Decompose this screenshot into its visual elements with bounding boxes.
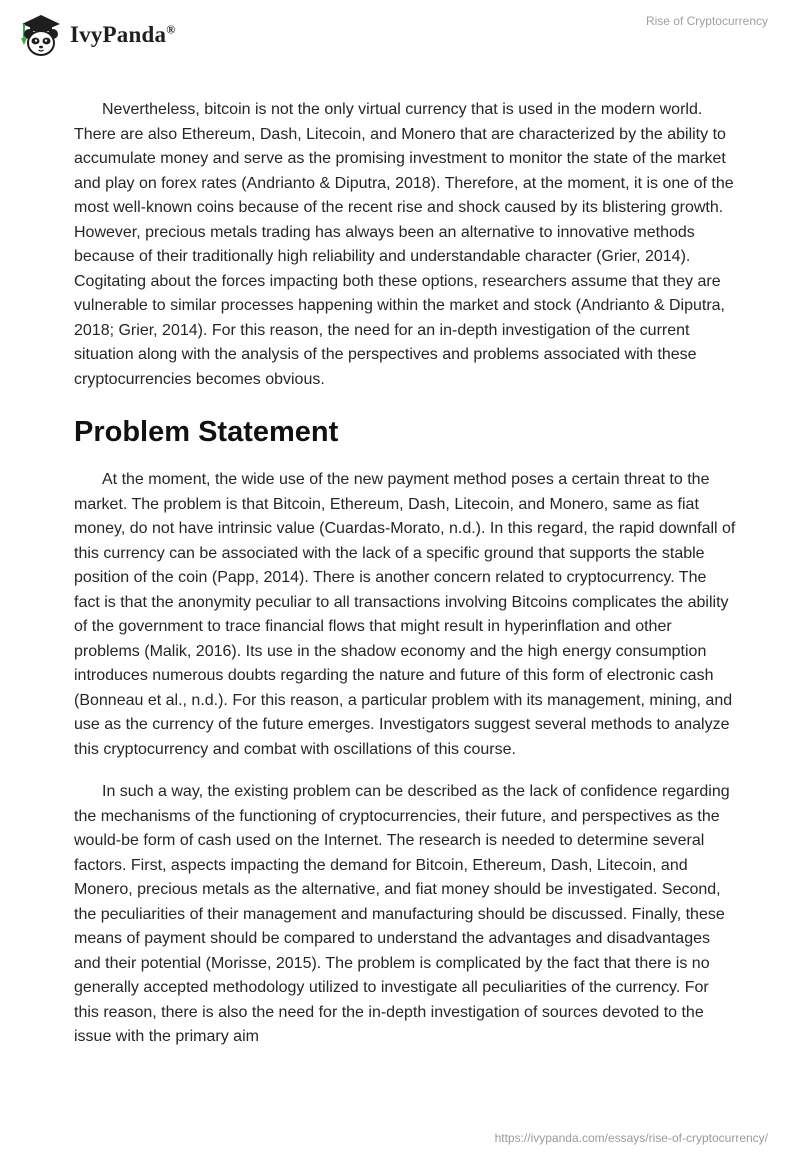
paragraph-problem-threat: At the moment, the wide use of the new payment method poses a certain threat to the market. The problem is that Bitcoin, Ethereum, Dash, Litecoin, and Monero, same as fiat money, do not have intrinsic value (Cuardas-Morato, n.d.). In this regard, the rapid downfall of this currency can be associated with the lack of a specific ground that supports the stable position of the coin (Papp, 2014). There is another concern related to cryptocurrency. The fact is that the anonymity peculiar to all transactions involving Bitcoins complicates the ability of the government to trace financial flows that might result in hyperinflation and other problems (Malik, 2016). Its use in the shadow economy and the high energy consumption introduces numerous doubts regarding the nature and future of this form of electronic cash (Bonneau et al., n.d.). For this reason, a particular problem with its management, mining, and use as the currency of the future emerges. Investigators suggest several methods to analyze this cryptocurrency and combat with oscillations of this course. — [74, 471, 736, 758]
panda-graduate-icon — [16, 12, 66, 58]
ivypanda-logo[interactable] — [16, 12, 175, 58]
source-url[interactable]: https://ivypanda.com/essays/rise-of-cryptocurrency/ — [494, 1131, 768, 1145]
paragraph-problem-confidence: In such a way, the existing problem can be described as the lack of confidence regarding the mechanisms of the functioning of cryptocurrencies, their future, and perspectives as the would-be form of cash used on the Internet. The research is needed to determine several factors. First, aspects impacting the demand for Bitcoin, Ethereum, Dash, Litecoin, and Monero, precious metals as the alternative, and fiat money should be investigated. Second, the peculiarities of their management and manufacturing should be discussed. Finally, these means of payment should be compared to understand the advantages and disadvantages and their potential (Morisse, 2015). The problem is complicated by the fact that there is no generally accepted methodology utilized to investigate all peculiarities of the currency. For this reason, there is also the need for the in-depth investigation of sources devoted to the issue with the primary aim — [74, 783, 730, 1045]
running-title: Rise of Cryptocurrency — [645, 14, 768, 28]
page-header — [0, 0, 800, 66]
heading-problem-statement: Problem Statement — [74, 416, 339, 448]
essay-content — [74, 98, 736, 1068]
brand-name: IvyPanda® — [70, 22, 176, 47]
paragraph-nevertheless: Nevertheless, bitcoin is not the only virtual currency that is used in the modern world. There are also Ethereum, Dash, Litecoin, and Monero that are characterized by the ability to accumulate money and serve as the promising investment to monitor the state of the market and play on forex rates (Andrianto & Diputra, 2018). Therefore, at the moment, it is one of the most well-known coins because of the recent rise and shock caused by its blistering growth. However, precious metals trading has always been an alternative to innovative methods because of their traditionally high reliability and understandable character (Grier, 2014). Cogitating about the forces impacting both these options, researchers assume that they are vulnerable to similar processes happening within the market and stock (Andrianto & Diputra, 2018; Grier, 2014). For this reason, the need for an in-depth investigation of the current situation along with the analysis of the perspectives and problems associated with these cryptocurrencies becomes obvious. — [74, 101, 734, 388]
